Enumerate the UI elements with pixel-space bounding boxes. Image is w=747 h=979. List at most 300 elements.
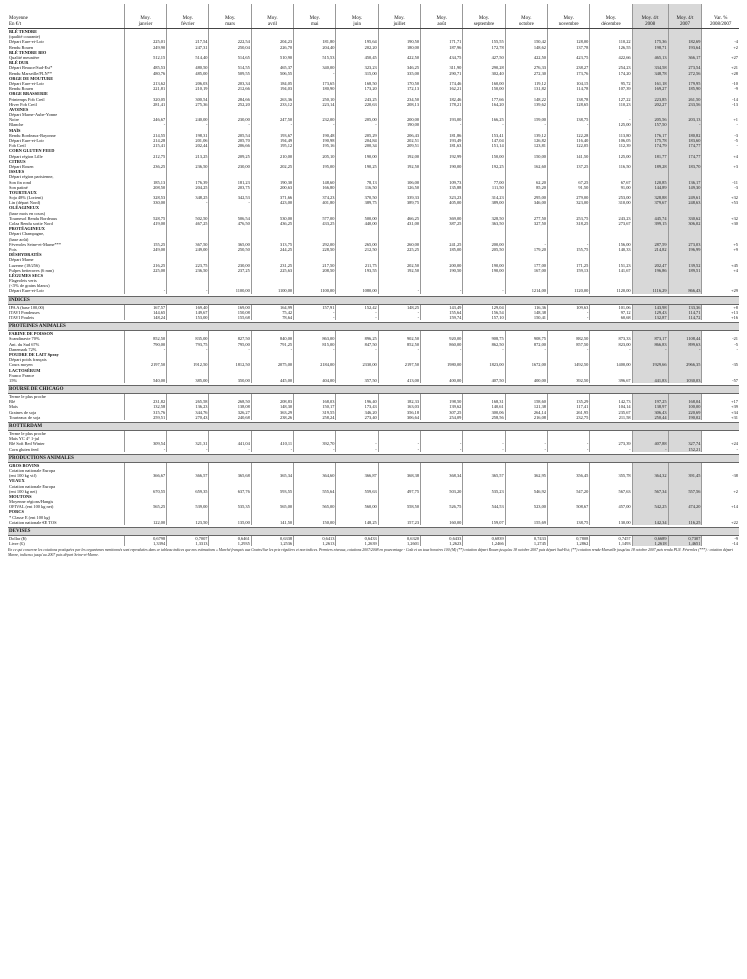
row-label: Graines de soja [9, 409, 37, 415]
column-header-month: Moy. octobre [505, 4, 547, 29]
month-value-cell: 162,21 [421, 86, 463, 91]
month-value-cell: 104,14 [590, 404, 632, 409]
column-header-avg-2008: Moy. 4/t 2008 [632, 4, 668, 29]
month-value-cell: 205,50 [463, 247, 505, 252]
month-value-cell: 348,25 [167, 195, 209, 200]
month-value-cell: 139,62 [505, 102, 547, 107]
month-value-cell: 139,62 [421, 404, 463, 409]
month-value-cell: 410,11 [251, 441, 293, 446]
month-value-cell: 203,34 [209, 81, 251, 86]
month-value-cell: 365,00 [209, 242, 251, 247]
month-value-cell: 91,00 [590, 185, 632, 190]
month-value-cell: 365,34 [251, 473, 293, 478]
month-value-cell: 823,00 [590, 342, 632, 347]
month-value-cell: 140,61 [463, 404, 505, 409]
month-value-cell: 150,42 [505, 39, 547, 44]
month-value-cell: 143,49 [421, 304, 463, 310]
month-value-cell: 155,68 [209, 315, 251, 320]
month-value-cell: - [590, 347, 632, 352]
month-value-cell: 116,36 [505, 304, 547, 310]
row-label: Rendu Rouen [9, 86, 34, 92]
month-value-cell: 321,31 [167, 441, 209, 446]
month-value-cell: 148,30 [251, 404, 293, 409]
month-value-cell: 313,75 [251, 242, 293, 247]
row-label: (<5% de grains blancs) [9, 283, 50, 289]
month-value-cell: 265,58 [167, 399, 209, 404]
variation-cell: +53 [702, 200, 739, 205]
month-value-cell: 270,43 [167, 415, 209, 420]
month-value-cell: - [547, 447, 589, 452]
month-value-cell: 835,00 [167, 336, 209, 341]
product-group-label: MOUTONS [9, 493, 32, 499]
month-value-cell: 279,00 [547, 195, 589, 200]
variation-cell: +34 [702, 410, 739, 415]
row-label: Cotation nationale €E TOS [9, 519, 57, 525]
month-value-cell: 210,19 [167, 86, 209, 91]
row-label: Terme le plus proche [9, 431, 46, 437]
month-value-cell: 530,00 [251, 216, 293, 221]
month-value-cell: 208,50 [294, 268, 336, 273]
column-header-label: Moyenne En €/t [8, 4, 124, 29]
row-label: Livre (£) [9, 541, 25, 547]
month-value-cell: 310,00 [590, 200, 632, 205]
variation-cell: +45 [702, 262, 739, 267]
month-value-cell: 131,82 [505, 86, 547, 91]
month-value-cell: 202,50 [378, 262, 420, 267]
row-label: Féveroles Seine-et-Marne*** [9, 241, 62, 247]
month-value-cell: 137,25 [547, 164, 589, 169]
month-value-cell: 142,73 [590, 399, 632, 404]
month-value-cell: 565,00 [294, 504, 336, 509]
price-table [8, 4, 739, 546]
month-value-cell: 214,55 [124, 133, 166, 138]
month-value-cell: 863,00 [294, 336, 336, 341]
month-value-cell: 302,40 [463, 71, 505, 76]
avg-2008-cell: 1,2618 [632, 541, 668, 546]
variation-cell: +21 [702, 65, 739, 70]
avg-2007-cell: 114,71 [668, 310, 702, 315]
avg-2008-cell: 138,97 [632, 404, 668, 409]
month-value-cell: 323,23 [336, 65, 378, 70]
avg-2007-cell: 139,52 [668, 262, 702, 267]
month-value-cell: 309,54 [124, 441, 166, 446]
month-value-cell: 200,00 [378, 117, 420, 122]
month-value-cell: 896,25 [336, 336, 378, 341]
month-value-cell: 0,6320 [378, 535, 420, 541]
month-value-cell: 290,71 [421, 71, 463, 76]
month-value-cell: 1,2745 [505, 541, 547, 546]
avg-2007-cell: 190,02 [668, 415, 702, 420]
avg-2007-cell: 189,51 [668, 268, 702, 273]
month-value-cell: - [463, 347, 505, 352]
price-table-page [8, 4, 739, 557]
month-value-cell: - [124, 122, 166, 127]
column-header-month: Moy. juin [336, 4, 378, 29]
month-value-cell: 356,18 [378, 410, 420, 415]
variation-cell: -5 [702, 342, 739, 347]
month-value-cell: 392,50 [547, 378, 589, 383]
month-value-cell: 1,3313 [167, 541, 209, 546]
month-value-cell: 244,25 [251, 247, 293, 252]
month-value-cell: 122,05 [547, 143, 589, 148]
row-label: Pois [9, 246, 17, 252]
month-value-cell: 795,00 [209, 342, 251, 347]
avg-2008-cell: - [632, 347, 668, 352]
product-group-label: BLÉ TENDRE BIO [9, 49, 47, 55]
month-value-cell: 238,26 [251, 415, 293, 420]
month-value-cell: 2197,50 [124, 362, 166, 367]
month-value-cell: 515,53 [294, 55, 336, 60]
variation-cell: +32 [702, 216, 739, 221]
month-value-cell: 190,48 [294, 133, 336, 138]
month-value-cell: 140,33 [590, 247, 632, 252]
month-value-cell: 514,65 [209, 55, 251, 60]
month-value-cell: 506,55 [251, 71, 293, 76]
section-title: INDICES [8, 296, 739, 304]
month-value-cell: 413,00 [378, 378, 420, 383]
month-value-cell: 307,25 [421, 410, 463, 415]
month-value-cell: 902,50 [378, 336, 420, 341]
month-value-cell: 112,39 [590, 143, 632, 148]
month-value-cell: 230,00 [209, 117, 251, 122]
month-value-cell: 185,13 [124, 179, 166, 184]
product-group-label: ISSUES [9, 169, 25, 175]
month-value-cell: - [547, 242, 589, 247]
month-value-cell: 200,34 [336, 143, 378, 148]
variation-cell: +3 [702, 164, 739, 169]
month-value-cell: 1,2639 [336, 541, 378, 546]
month-value-cell: - [336, 447, 378, 452]
month-value-cell: 422,50 [505, 55, 547, 60]
product-group-label: FARINE DE POISSON [9, 331, 54, 337]
month-value-cell: 366,87 [336, 473, 378, 478]
month-value-cell: 179,20 [505, 247, 547, 252]
month-value-cell: 141,67 [590, 268, 632, 273]
avg-2008-cell: 334,58 [632, 65, 668, 70]
month-value-cell: 400,00 [505, 378, 547, 383]
month-value-cell: 363,29 [251, 410, 293, 415]
month-value-cell: 253,75 [547, 216, 589, 221]
month-value-cell: 153,00 [167, 315, 209, 320]
month-value-cell: - [167, 347, 209, 352]
avg-2007-cell: 272,56 [668, 71, 702, 76]
row-label: Départ Champagne, [9, 231, 45, 237]
month-value-cell: 155,69 [505, 520, 547, 525]
month-value-cell: 250,50 [209, 247, 251, 252]
avg-2008-cell: 542,25 [632, 504, 668, 509]
month-value-cell: 273,39 [590, 441, 632, 446]
row-label: Corn gluten feed [9, 446, 39, 452]
avg-2008-cell: 175,36 [632, 39, 668, 44]
avg-2007-cell: 185,90 [668, 86, 702, 91]
row-label: Lin (départ Nord) [9, 200, 41, 206]
avg-2008-cell: 379,67 [632, 200, 668, 205]
month-value-cell: 323,00 [547, 200, 589, 205]
month-value-cell: 1,2601 [378, 541, 420, 546]
month-value-cell: 535,35 [209, 504, 251, 509]
avg-2008-cell: 197,25 [632, 399, 668, 404]
avg-2007-cell: 0,7307 [668, 535, 702, 541]
month-value-cell: 340,00 [294, 65, 336, 70]
product-group-label: AVOINES [9, 106, 29, 112]
avg-2007-cell: 557,56 [668, 489, 702, 494]
month-value-cell: 208,83 [251, 399, 293, 404]
month-value-cell: - [167, 447, 209, 452]
month-value-cell: 346,20 [336, 410, 378, 415]
month-value-cell: 362,95 [505, 473, 547, 478]
month-value-cell: - [547, 347, 589, 352]
month-value-cell: 276,33 [505, 65, 547, 70]
month-value-cell: 243,23 [590, 216, 632, 221]
variation-cell: -21 [702, 336, 739, 341]
month-value-cell: 114,78 [547, 86, 589, 91]
month-value-cell: 208,13 [378, 102, 420, 107]
month-value-cell: 405,00 [421, 200, 463, 205]
month-value-cell: 190,50 [421, 268, 463, 273]
month-value-cell: 168,50 [336, 81, 378, 86]
month-value-cell: 0,7808 [547, 535, 589, 541]
month-value-cell: 225,63 [251, 268, 293, 273]
month-value-cell: - [209, 200, 251, 205]
avg-2007-cell: 136,17 [668, 179, 702, 184]
column-header-month: Moy. août [421, 4, 463, 29]
month-value-cell: 423,75 [547, 55, 589, 60]
row-label: (ent 100 kg vif) [9, 473, 37, 479]
month-value-cell: 315,00 [336, 71, 378, 76]
month-value-cell: 512,15 [124, 55, 166, 60]
month-value-cell: 0,6413 [294, 535, 336, 541]
avg-2008-cell: 1929,66 [632, 362, 668, 367]
variation-cell: +16 [702, 315, 739, 320]
month-value-cell: 311,90 [421, 65, 463, 70]
month-value-cell: 0,6839 [463, 535, 505, 541]
month-value-cell: 577,00 [294, 216, 336, 221]
month-value-cell: 252,20 [209, 102, 251, 107]
product-group-label: CORN GLUTEN FEED [9, 148, 55, 154]
month-value-cell: 523,00 [505, 504, 547, 509]
month-value-cell: 141,50 [547, 154, 589, 159]
variation-cell: -14 [702, 541, 739, 546]
month-value-cell: 238,27 [547, 65, 589, 70]
month-value-cell: 315,76 [124, 410, 166, 415]
variation-cell: - [702, 122, 739, 127]
month-value-cell: 148,25 [336, 520, 378, 525]
month-value-cell: 190,00 [463, 268, 505, 273]
month-value-cell: 258,24 [294, 415, 336, 420]
row-label: Noire [9, 117, 19, 123]
month-value-cell: 166,25 [463, 117, 505, 122]
avg-2007-cell: 327,74 [668, 441, 702, 446]
row-label: Départ Eure-et-Loir [9, 80, 44, 86]
section-header-row [8, 296, 739, 304]
month-value-cell: 181,23 [209, 179, 251, 184]
month-value-cell: 204,23 [251, 39, 293, 44]
month-value-cell: 204,40 [294, 45, 336, 50]
month-value-cell: 1980,00 [421, 362, 463, 367]
month-value-cell: 431,00 [378, 221, 420, 226]
month-value-cell: 547,20 [547, 489, 589, 494]
month-value-cell: 1,2623 [421, 541, 463, 546]
product-group-label: POUDRE DE LAIT Spray [9, 351, 59, 357]
avg-2007-cell: 248,63 [668, 200, 702, 205]
month-value-cell: - [378, 315, 420, 320]
month-value-cell: 368,34 [421, 473, 463, 478]
month-value-cell: 223,75 [167, 262, 209, 267]
footnote: En ce qui concerne les cotations pratiquées par les organismes mentionnés sont reproduites dans ce tableau indices que nos estimations « Marché français aux Grains/Sur les prix réguliers et non indices. Premiers niveaux, cotations 2007/2008 en pourcentage - Coût et un taux horaires 100 (M) (**) cotation départ Rouen jusqu'au 18 octobre 2007 puis départ Sud-Est; (**) cotation rendu-Marseille jusqu'au 18 octobre 2007 puis rendu PLN. Féveroles (***) : cotation départ Marne, indiceux jusqu'au 2007 puis départ Seine-et-Marne. [8, 548, 733, 557]
month-value-cell: 202,20 [336, 45, 378, 50]
month-value-cell: 155,64 [421, 310, 463, 315]
month-value-cell: 174,20 [590, 71, 632, 76]
month-value-cell: 192,50 [378, 268, 420, 273]
month-value-cell: 236,50 [167, 164, 209, 169]
month-value-cell: 539,00 [167, 504, 209, 509]
avg-2008-cell: 181,77 [632, 154, 668, 159]
month-value-cell: 167,57 [124, 304, 166, 310]
row-label: * Classe E (ent 100 kg) [9, 514, 51, 520]
month-value-cell: 209,25 [209, 154, 251, 159]
month-value-cell: 419,00 [124, 221, 166, 226]
month-value-cell: 182,46 [421, 96, 463, 101]
month-value-cell: 196,40 [336, 399, 378, 404]
column-header-month: Moy. mai [294, 4, 336, 29]
month-value-cell: 190,98 [294, 138, 336, 143]
month-value-cell: - [294, 310, 336, 315]
month-value-cell: 159,07 [463, 520, 505, 525]
month-value-cell: 109,63 [547, 304, 589, 310]
product-group-label: MAÏS [9, 127, 21, 133]
month-value-cell: - [463, 288, 505, 293]
avg-2008-cell: 157,50 [632, 122, 668, 127]
month-value-cell: 150,00 [463, 86, 505, 91]
row-label: Blé [9, 399, 16, 405]
row-label: Franco France [9, 372, 35, 378]
month-value-cell: 261,95 [547, 410, 589, 415]
month-value-cell: - [124, 447, 166, 452]
month-value-cell: 195,64 [336, 39, 378, 44]
month-value-cell: 387,25 [421, 221, 463, 226]
month-value-cell: 221,81 [124, 86, 166, 91]
product-group-label: VEAUX [9, 478, 25, 484]
month-value-cell: 273,40 [336, 415, 378, 420]
month-value-cell: 205,54 [209, 133, 251, 138]
column-header-month: Moy. décembre [590, 4, 632, 29]
avg-2008-cell: 306,43 [632, 410, 668, 415]
month-value-cell: 78,64 [251, 315, 293, 320]
month-value-cell: - [463, 447, 505, 452]
month-value-cell: 323,23 [421, 195, 463, 200]
month-value-cell: 1400,00 [590, 362, 632, 367]
avg-2008-cell: 465,13 [632, 55, 668, 60]
month-value-cell: 136,23 [167, 404, 209, 409]
avg-2007-cell: 273,54 [668, 65, 702, 70]
month-value-cell: 465,37 [251, 65, 293, 70]
month-value-cell: - [294, 447, 336, 452]
month-value-cell: 1,3394 [124, 541, 166, 546]
avg-2008-cell: 174,79 [632, 143, 668, 148]
avg-2007-cell: 203,13 [668, 117, 702, 122]
month-value-cell: 326,27 [209, 410, 251, 415]
month-value-cell: 374,23 [294, 195, 336, 200]
variation-cell: +4 [702, 154, 739, 159]
month-value-cell: 173,43 [336, 404, 378, 409]
month-value-cell: 389,75 [378, 200, 420, 205]
month-value-cell: 659,35 [167, 489, 209, 494]
month-value-cell: 1,2935 [209, 541, 251, 546]
month-value-cell: 335,00 [378, 71, 420, 76]
month-value-cell: 857,50 [547, 342, 589, 347]
month-value-cell: 190,00 [378, 122, 420, 127]
month-value-cell: 441,04 [209, 441, 251, 446]
month-value-cell: - [336, 122, 378, 127]
product-group-label: CITRUS [9, 158, 26, 164]
row-label: (base mois en cours) [9, 210, 46, 216]
avg-2008-cell: 287,59 [632, 242, 668, 247]
avg-2007-cell: 133,36 [668, 304, 702, 310]
row-label: Départ Eure-et-Loir [9, 138, 44, 144]
month-value-cell: 670,55 [124, 489, 166, 494]
month-value-cell: 225,25 [378, 247, 420, 252]
month-value-cell: 300,06 [463, 410, 505, 415]
month-value-cell: 840,00 [251, 336, 293, 341]
month-value-cell: 184,05 [251, 81, 293, 86]
month-value-cell: 190,00 [463, 262, 505, 267]
row-label: Printemps Fob Creil [9, 96, 45, 102]
avg-2007-cell: 866,43 [668, 288, 702, 293]
month-value-cell: 116,50 [590, 164, 632, 169]
column-header-month: Moy. septembre [463, 4, 505, 29]
month-value-cell: 790,00 [124, 342, 166, 347]
month-value-cell: - [209, 347, 251, 352]
month-value-cell: 187,96 [421, 45, 463, 50]
month-value-cell: 1,2466 [463, 541, 505, 546]
month-value-cell: 85,20 [505, 185, 547, 190]
month-value-cell: - [505, 347, 547, 352]
month-value-cell: 121,38 [505, 404, 547, 409]
month-value-cell: 873,33 [590, 336, 632, 341]
month-value-cell: 153,41 [463, 133, 505, 138]
month-value-cell: 223,14 [294, 102, 336, 107]
month-value-cell: - [336, 310, 378, 315]
avg-2007-cell: 366,17 [668, 55, 702, 60]
month-value-cell: - [294, 122, 336, 127]
month-value-cell: 201,06 [167, 138, 209, 143]
row-label: Son fin rond [9, 179, 31, 185]
month-value-cell: 194,49 [251, 138, 293, 143]
month-value-cell: 422,50 [378, 55, 420, 60]
month-value-cell: 151,23 [590, 262, 632, 267]
variation-cell: -5 [702, 138, 739, 143]
month-value-cell: 1214,00 [505, 288, 547, 293]
month-value-cell: - [505, 122, 547, 127]
month-value-cell: 389,75 [336, 200, 378, 205]
month-value-cell: 138,08 [209, 404, 251, 409]
month-value-cell: 466,25 [378, 216, 420, 221]
section-title: BOURSE DE CHICAGO [8, 386, 739, 394]
variation-cell: +2 [702, 489, 739, 494]
month-value-cell: 169,40 [167, 304, 209, 310]
month-value-cell: 862,50 [463, 342, 505, 347]
month-value-cell: 385,00 [167, 378, 209, 383]
month-value-cell: 150,41 [505, 315, 547, 320]
month-value-cell: 363,50 [463, 221, 505, 226]
avg-2008-cell: 866,83 [632, 342, 668, 347]
avg-2007-cell: 196,99 [668, 247, 702, 252]
month-value-cell: 139,12 [505, 133, 547, 138]
month-value-cell: 371,66 [251, 195, 293, 200]
avg-2007-cell: 220,69 [668, 410, 702, 415]
month-value-cell: 230,00 [209, 262, 251, 267]
avg-2008-cell: 129,43 [632, 310, 668, 315]
